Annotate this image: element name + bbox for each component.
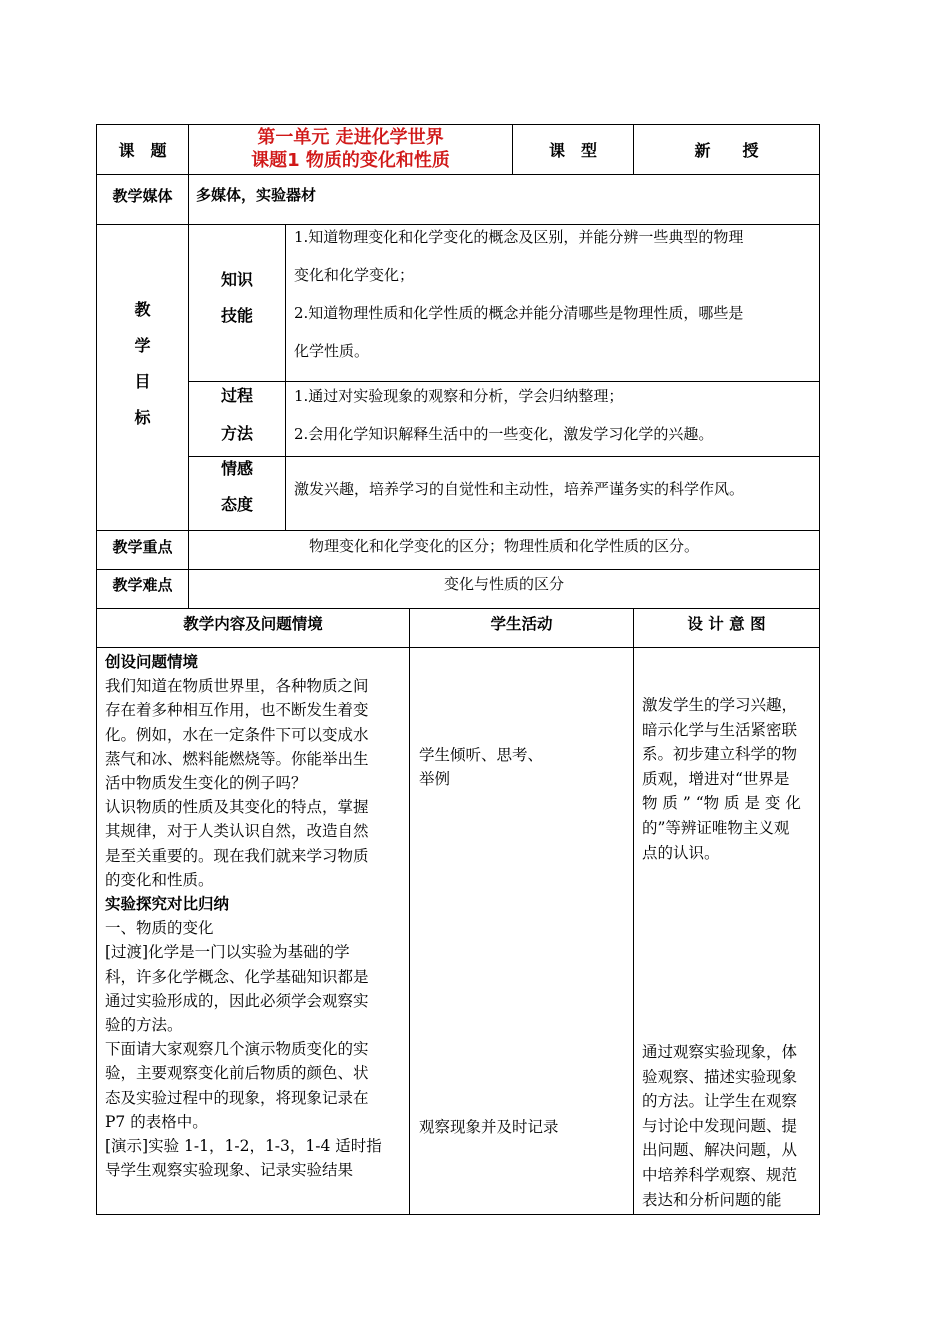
- knowledge-label-line: 知识: [220, 270, 253, 289]
- knowledge-text: [294, 218, 816, 370]
- emotion-label: [189, 451, 285, 523]
- objectives-label-char: 标: [134, 408, 151, 427]
- text-line: 存在着多种相互作用，也不断发生着变: [105, 701, 369, 720]
- section-heading: 实验探究对比归纳: [105, 895, 230, 914]
- knowledge-label-line: 技能: [220, 306, 253, 325]
- text-line: 系。初步建立科学的物: [642, 745, 798, 764]
- key-point-value: 物理变化和化学变化的区分；物理性质和化学性质的区分。: [308, 537, 699, 555]
- process-text: [294, 377, 816, 453]
- text-line: 通过实验形成的，因此必须学会观察实: [105, 991, 369, 1010]
- process-label-line: 过程: [220, 386, 253, 405]
- section-title: 一、物质的变化: [105, 919, 214, 938]
- text-line: 出问题、解决问题，从: [642, 1141, 798, 1160]
- objectives-label-char: 目: [134, 372, 151, 391]
- text-line: 蒸气和冰、燃料能燃烧等。你能举出生: [105, 749, 369, 768]
- objectives-label-char: 学: [134, 336, 151, 355]
- text-line: 我们知道在物质世界里，各种物质之间: [105, 677, 369, 696]
- column-header-intent: 设 计 意 图: [687, 615, 766, 633]
- text-line: 2.会用化学知识解释生活中的一些变化，激发学习化学的兴趣。: [294, 425, 714, 443]
- text-line: 暗示化学与生活紧密联: [642, 720, 798, 739]
- text-line: 化学性质。: [294, 342, 370, 360]
- text-line: 的方法。让学生在观察: [642, 1092, 798, 1111]
- column-header-activity: 学生活动: [490, 615, 553, 633]
- process-label-line: 方法: [220, 424, 253, 443]
- text-line: 是至关重要的。现在我们就来学习物质: [105, 846, 369, 865]
- text-line: 与讨论中发现问题、提: [642, 1116, 798, 1135]
- text-line: 验观察、描述实验现象: [642, 1067, 798, 1086]
- text-line: 点的认识。: [642, 843, 720, 862]
- text-line: 学生倾听、思考、: [419, 746, 544, 764]
- difficulty-value: 变化与性质的区分: [443, 575, 564, 593]
- text-line: 态及实验过程中的现象，将现象记录在: [105, 1088, 369, 1107]
- text-line: 激发学生的学习兴趣，: [642, 696, 798, 714]
- difficulty-label: 教学难点: [112, 575, 173, 594]
- topic-label: 课 题: [118, 141, 167, 160]
- text-line: 认识物质的性质及其变化的特点，掌握: [105, 798, 369, 817]
- text-line: 验，主要观察变化前后物质的颜色、状: [105, 1064, 369, 1083]
- text-line: 1.知道物理变化和化学变化的概念及区别，并能分辨一些典型的物理: [294, 228, 744, 246]
- type-value: 新 授: [694, 141, 759, 160]
- emotion-label-line: 态度: [220, 495, 253, 514]
- media-value: 多媒体，实验器材: [196, 186, 317, 204]
- content-column: [105, 650, 405, 1182]
- emotion-label-line: 情感: [220, 459, 253, 478]
- text-line: 化。例如，水在一定条件下可以变成水: [105, 725, 369, 744]
- text-line: 验的方法。: [105, 1016, 183, 1035]
- objectives-label-char: 教: [134, 300, 151, 319]
- text-line: 的变化和性质。: [105, 870, 214, 889]
- text-line: 的”等辨证唯物主义观: [642, 818, 790, 837]
- media-label: 教学媒体: [112, 186, 173, 205]
- text-line: 2.知道物理性质和化学性质的概念并能分清哪些是物理性质，哪些是: [294, 304, 744, 322]
- lesson-title-topic: 课题1 物质的变化和性质: [251, 150, 450, 171]
- text-line: 中培养科学观察、规范: [642, 1165, 798, 1184]
- objectives-label: [97, 292, 188, 436]
- lesson-title-unit: 第一单元 走进化学世界: [257, 127, 444, 148]
- lesson-title: [189, 125, 512, 174]
- text-line: 表达和分析问题的能: [642, 1190, 782, 1209]
- text-line: 活中物质发生变化的例子吗？: [105, 774, 307, 793]
- text-line: 变化和化学变化；: [294, 266, 415, 284]
- text-line: 通过观察实验现象，体: [642, 1043, 798, 1061]
- text-line: P7 的表格中。: [105, 1112, 208, 1131]
- text-line: [演示]实验 1-1，1-2，1-3，1-4 适时指: [105, 1137, 382, 1156]
- text-line: 1.通过对实验现象的观察和分析，学会归纳整理；: [294, 387, 624, 405]
- text-line: 科，许多化学概念、化学基础知识都是: [105, 967, 369, 986]
- section-heading: 创设问题情境: [105, 653, 199, 671]
- emotion-text: 激发兴趣，培养学习的自觉性和主动性，培养严谨务实的科学作风。: [294, 480, 745, 498]
- text-line: 下面请大家观察几个演示物质变化的实: [105, 1040, 369, 1059]
- type-label: 课 型: [548, 141, 597, 160]
- column-header-content: 教学内容及问题情境: [183, 615, 323, 633]
- activity-1: [419, 743, 629, 791]
- text-line: 其规律，对于人类认识自然，改造自然: [105, 822, 369, 841]
- process-label: [189, 377, 285, 453]
- key-point-label: 教学重点: [112, 537, 173, 556]
- text-line: 物 质 ” “物 质 是 变 化: [642, 794, 801, 813]
- text-line: 导学生观察实验现象、记录实验结果: [105, 1161, 354, 1180]
- text-line: 举例: [419, 770, 451, 789]
- text-line: 质观，增进对“世界是: [642, 769, 790, 788]
- knowledge-label: [189, 262, 285, 334]
- intent-1: [642, 693, 817, 865]
- intent-2: [642, 1040, 817, 1212]
- activity-2: 观察现象并及时记录: [419, 1118, 559, 1136]
- text-line: [过渡]化学是一门以实验为基础的学: [105, 943, 350, 962]
